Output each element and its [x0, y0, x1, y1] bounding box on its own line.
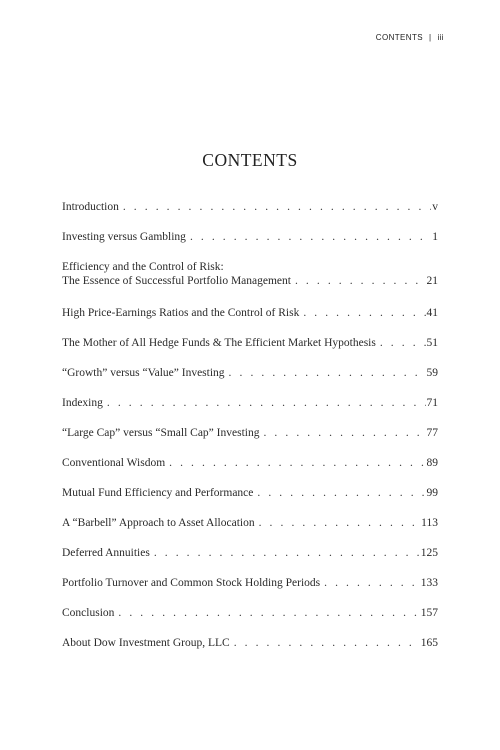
toc-entry-page: 41	[426, 307, 438, 319]
toc-entry-title: A “Barbell” Approach to Asset Allocation	[62, 516, 259, 530]
toc-entry[interactable]	[62, 456, 438, 470]
dot-leader	[229, 366, 426, 380]
toc-entry-page: 77	[426, 427, 438, 439]
dot-leader	[257, 486, 425, 500]
toc-entry-page: 99	[426, 487, 438, 499]
toc-entry[interactable]	[62, 426, 438, 440]
dot-leader	[303, 306, 425, 320]
toc-entry[interactable]	[62, 230, 438, 244]
toc-entry[interactable]	[62, 200, 438, 214]
toc-entry-title: High Price-Earnings Ratios and the Control of Risk	[62, 306, 303, 320]
toc-entry[interactable]	[62, 546, 438, 560]
toc-entry-page: 133	[420, 577, 438, 589]
toc-entry-title: “Large Cap” versus “Small Cap” Investing	[62, 426, 263, 440]
dot-leader	[169, 456, 425, 470]
dot-leader	[154, 546, 420, 560]
toc-entry-page: 71	[426, 397, 438, 409]
dot-leader	[380, 336, 426, 350]
running-head-separator: |	[428, 33, 432, 42]
toc-entry[interactable]	[62, 336, 438, 350]
dot-leader	[295, 274, 426, 288]
toc-entry-title: Conventional Wisdom	[62, 456, 169, 470]
toc-entry[interactable]	[62, 576, 438, 590]
toc-entry-page: v	[432, 201, 438, 213]
toc-entry[interactable]	[62, 306, 438, 320]
toc-entry-title: Introduction	[62, 200, 123, 214]
toc-entry[interactable]	[62, 486, 438, 500]
dot-leader	[263, 426, 425, 440]
dot-leader	[190, 230, 431, 244]
toc-entry-title: Investing versus Gambling	[62, 230, 190, 244]
toc-entry-title: Portfolio Turnover and Common Stock Holding Periods	[62, 576, 324, 590]
toc-entry-page: 165	[420, 637, 438, 649]
toc-entry[interactable]	[62, 260, 438, 288]
toc-entry-page: 51	[426, 337, 438, 349]
dot-leader	[118, 606, 419, 620]
running-head-section: CONTENTS	[375, 33, 423, 42]
toc-entry-page: 21	[426, 275, 438, 287]
toc-entry-page: 89	[426, 457, 438, 469]
toc-entry-title: “Growth” versus “Value” Investing	[62, 366, 229, 380]
toc-entry-title: The Mother of All Hedge Funds & The Efficient Market Hypothesis	[62, 336, 380, 350]
toc-entry-title-line1: Efficiency and the Control of Risk:	[62, 261, 224, 273]
toc-entry-title: Indexing	[62, 396, 107, 410]
toc-entry-page: 113	[421, 517, 438, 529]
toc-entry[interactable]	[62, 366, 438, 380]
toc-entry[interactable]	[62, 636, 438, 650]
toc-entry-page: 125	[420, 547, 438, 559]
toc-entry-page: 59	[426, 367, 438, 379]
dot-leader	[324, 576, 420, 590]
toc-entry[interactable]	[62, 516, 438, 530]
dot-leader	[234, 636, 420, 650]
toc-entry[interactable]	[62, 606, 438, 620]
running-head	[376, 33, 444, 42]
toc-entry-page: 1	[432, 231, 438, 243]
page-title: CONTENTS	[202, 150, 298, 170]
toc-entry-title: Mutual Fund Efficiency and Performance	[62, 486, 257, 500]
dot-leader	[259, 516, 421, 530]
toc-entry-title: About Dow Investment Group, LLC	[62, 636, 234, 650]
dot-leader	[107, 396, 426, 410]
toc-entry-title: Deferred Annuities	[62, 546, 154, 560]
dot-leader	[123, 200, 431, 214]
page-folio: iii	[437, 33, 444, 42]
toc-entry[interactable]	[62, 396, 438, 410]
toc-entry-title: Conclusion	[62, 606, 118, 620]
toc-entry-page: 157	[420, 607, 438, 619]
toc-entry-title: The Essence of Successful Portfolio Management	[62, 274, 295, 288]
